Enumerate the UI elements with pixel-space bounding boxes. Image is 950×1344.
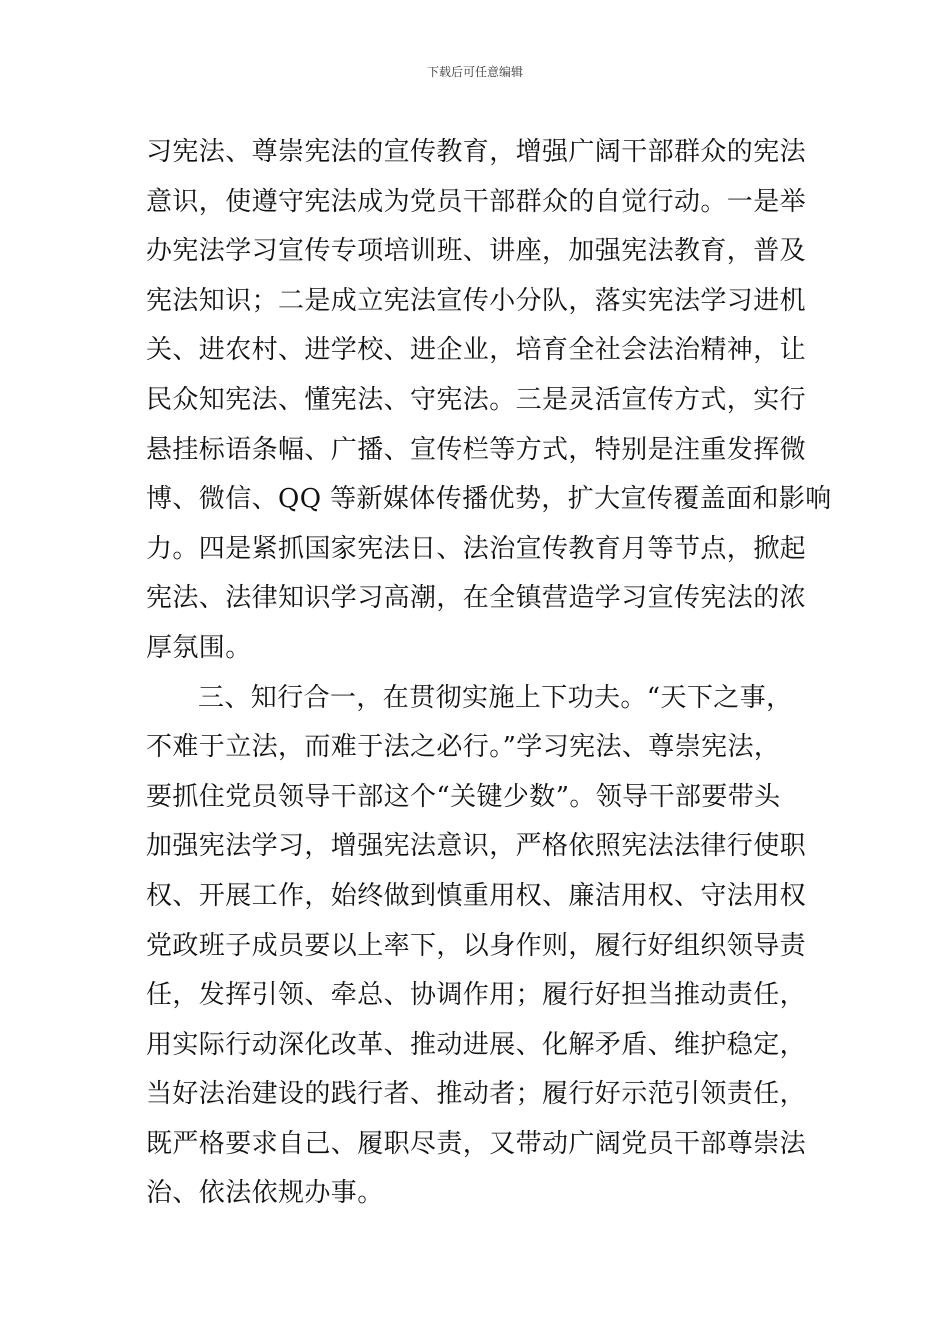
text-line: 悬挂标语条幅、广播、宣传栏等方式，特别是注重发挥微 [146,434,807,465]
text-line: 治、依法依规办事。 [146,1178,384,1209]
text-line: 厚氛围。 [146,632,252,663]
text-line: 习宪法、尊崇宪法的宣传教育，增强广阔干部群众的宪法 [146,137,807,167]
text-line: 任，发挥引领、牵总、协调作用；履行好担当推动责任， [146,980,807,1011]
text-line: 意识，使遵守宪法成为党员干部群众的自觉行动。一是举 [146,186,807,217]
text-line: 办宪法学习宣传专项培训班、讲座，加强宪法教育，普及 [146,236,807,267]
text-line: 宪法知识；二是成立宪法宣传小分队，落实宪法学习进机 [146,285,807,316]
text-line: 加强宪法学习，增强宪法意识，严格依照宪法法律行使职 [146,831,807,862]
text-line: 关、进农村、进学校、进企业，培育全社会法治精神，让 [146,335,807,366]
text-line: 要抓住党员领导干部这个“关键少数”。领导干部要带头 [146,781,781,812]
text-line: 用实际行动深化改革、推动进展、化解矛盾、维护稳定， [146,1029,807,1060]
text-line: 宪法、法律知识学习高潮，在全镇营造学习宣传宪法的浓 [146,583,807,614]
page-header-note: 下载后可任意编辑 [426,65,523,79]
text-line: 博、微信、QQ 等新媒体传播优势，扩大宣传覆盖面和影响 [146,484,832,515]
text-line: 党政班子成员要以上率下，以身作则，履行好组织领导责 [146,930,807,961]
text-line: 力。四是紧抓国家宪法日、法治宣传教育月等节点，掀起 [146,533,807,564]
text-line: 当好法治建设的践行者、推动者；履行好示范引领责任， [146,1079,807,1110]
text-line: 权、开展工作，始终做到慎重用权、廉洁用权、守法用权 [146,880,807,911]
text-line: 民众知宪法、懂宪法、守宪法。三是灵活宣传方式，实行 [146,384,807,415]
document-body [146,128,832,1219]
text-line: 既严格要求自己、履职尽责，又带动广阔党员干部尊崇法 [146,1128,807,1159]
text-line-indented: 三、知行合一，在贯彻实施上下功夫。“天下之事， [198,682,793,713]
text-line: 不难于立法，而难于法之必行。”学习宪法、尊崇宪法， [146,732,781,763]
